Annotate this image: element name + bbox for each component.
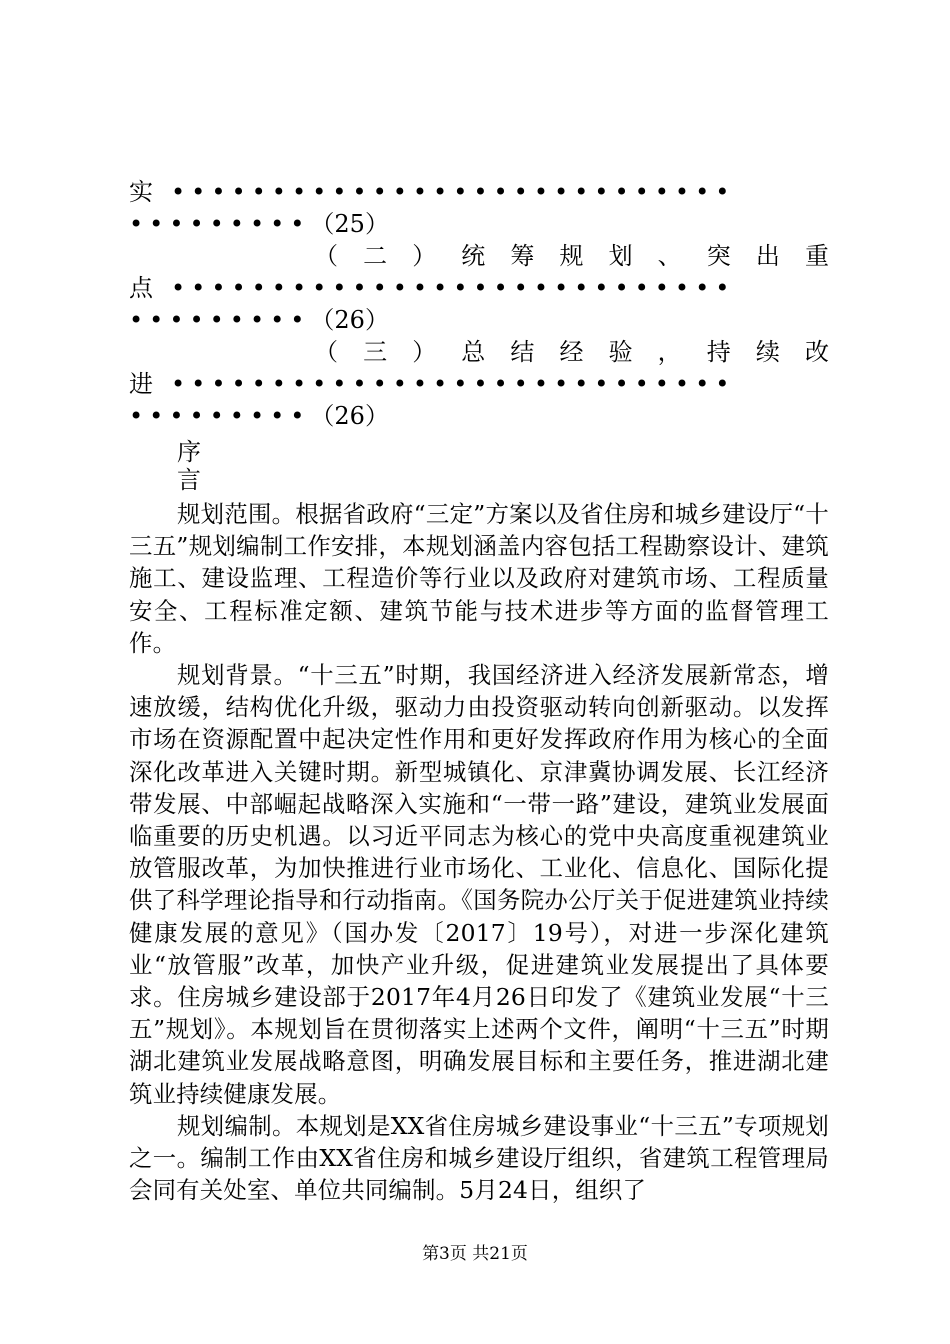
toc-item-1-line-1	[129, 176, 829, 208]
toc-item-1-leader-1: ••••••••••••••••••••••••••••	[171, 178, 736, 206]
preface-heading-char-2: 言	[177, 466, 201, 494]
toc-item-3-char: 验	[608, 338, 633, 366]
toc-item-1-line-2	[129, 208, 829, 240]
toc-item-3-char: 续	[755, 338, 780, 366]
toc-item-3-char: 改	[804, 338, 829, 366]
toc-item-3-page: （26）	[310, 402, 389, 430]
toc-item-2-leader-2: •••••••••	[129, 306, 311, 334]
toc-item-3-line-2	[129, 368, 829, 400]
toc-item-2-char: （	[314, 242, 338, 270]
preface-heading	[129, 438, 829, 494]
preface-heading-char-1: 序	[177, 438, 201, 466]
toc-item-2-char: 划	[608, 242, 633, 270]
toc-item-3-leader-1: ••••••••••••••••••••••••••••	[171, 370, 736, 398]
paragraph-compilation: 规划编制。本规划是XX省住房城乡建设事业“十三五”专项规划之一。编制工作由XX省住房和城乡建设厅组织，省建筑工程管理局会同有关处室、单位共同编制。5月24日，组织了	[129, 1111, 829, 1205]
toc-item-3-char: （	[314, 338, 338, 366]
toc-item-1-leader-2: •••••••••	[129, 210, 311, 238]
toc-item-2-char: 筹	[510, 242, 535, 270]
toc-item-2-char: ）	[412, 242, 437, 270]
toc-item-3-char: ，	[657, 338, 682, 366]
toc-item-3-leader-2: •••••••••	[129, 402, 311, 430]
paragraph-background: 规划背景。“十三五”时期，我国经济进入经济发展新常态，增速放缓，结构优化升级，驱动力由投资驱动转向创新驱动。以发挥市场在资源配置中起决定性作用和更好发挥政府作用为核心的全面深化改革进入关键时期。新型城镇化、京津冀协调发展、长江经济带发展、中部崛起战略深入实施和“一带一路”建设，建筑业发展面临重要的历史机遇。以习近平同志为核心的党中央高度重视建筑业放管服改革，为加快推进行业市场化、工业化、信息化、国际化提供了科学理论指导和行动指南。《国务院办公厅关于促进建筑业持续健康发展的意见》（国办发〔2017〕19号），对进一步深化建筑业“放管服”改革，加快产业升级，促进建筑业发展提出了具体要求。住房城乡建设部于2017年4月26日印发了《建筑业发展“十三五”规划》。本规划旨在贯彻落实上述两个文件，阐明“十三五”时期湖北建筑业发展战略意图，明确发展目标和主要任务，推进湖北建筑业持续健康发展。	[129, 661, 829, 1108]
page-footer: 第3页 共21页	[422, 1244, 528, 1264]
document-body	[129, 176, 829, 1206]
toc-item-1-tail: 实	[129, 178, 153, 206]
toc-item-2-char: 重	[804, 242, 829, 270]
toc-item-2-line-3	[129, 304, 829, 336]
toc-item-3-char: 持	[706, 338, 731, 366]
toc-item-2-line-2	[129, 272, 829, 304]
toc-item-3-line-3	[129, 400, 829, 432]
toc-item-2-title[interactable]	[129, 240, 829, 272]
toc-item-3-tail: 进	[129, 370, 153, 398]
toc-item-2-char: 统	[461, 242, 486, 270]
toc-item-1-page: （25）	[310, 210, 389, 238]
toc-item-2-char: 、	[657, 242, 682, 270]
toc-item-2-tail: 点	[129, 274, 153, 302]
toc-item-2-char: 出	[755, 242, 780, 270]
toc-item-2-char: 突	[706, 242, 731, 270]
toc-item-3-char: 三	[363, 338, 388, 366]
toc-item-3-char: ）	[412, 338, 437, 366]
toc-item-3-char: 总	[461, 338, 486, 366]
toc-item-2-char: 规	[559, 242, 584, 270]
toc-item-3-title[interactable]	[129, 336, 829, 368]
paragraph-scope: 规划范围。根据省政府“三定”方案以及省住房和城乡建设厅“十三五”规划编制工作安排，本规划涵盖内容包括工程勘察设计、建筑施工、建设监理、工程造价等行业以及政府对建筑市场、工程质量安全、工程标准定额、建筑节能与技术进步等方面的监督管理工作。	[129, 500, 829, 657]
toc-item-2-leader-1: ••••••••••••••••••••••••••••	[171, 274, 736, 302]
toc-item-2-char: 二	[363, 242, 388, 270]
toc-item-3-char: 结	[510, 338, 535, 366]
toc-item-3-char: 经	[559, 338, 584, 366]
toc-item-2-page: （26）	[310, 306, 389, 334]
